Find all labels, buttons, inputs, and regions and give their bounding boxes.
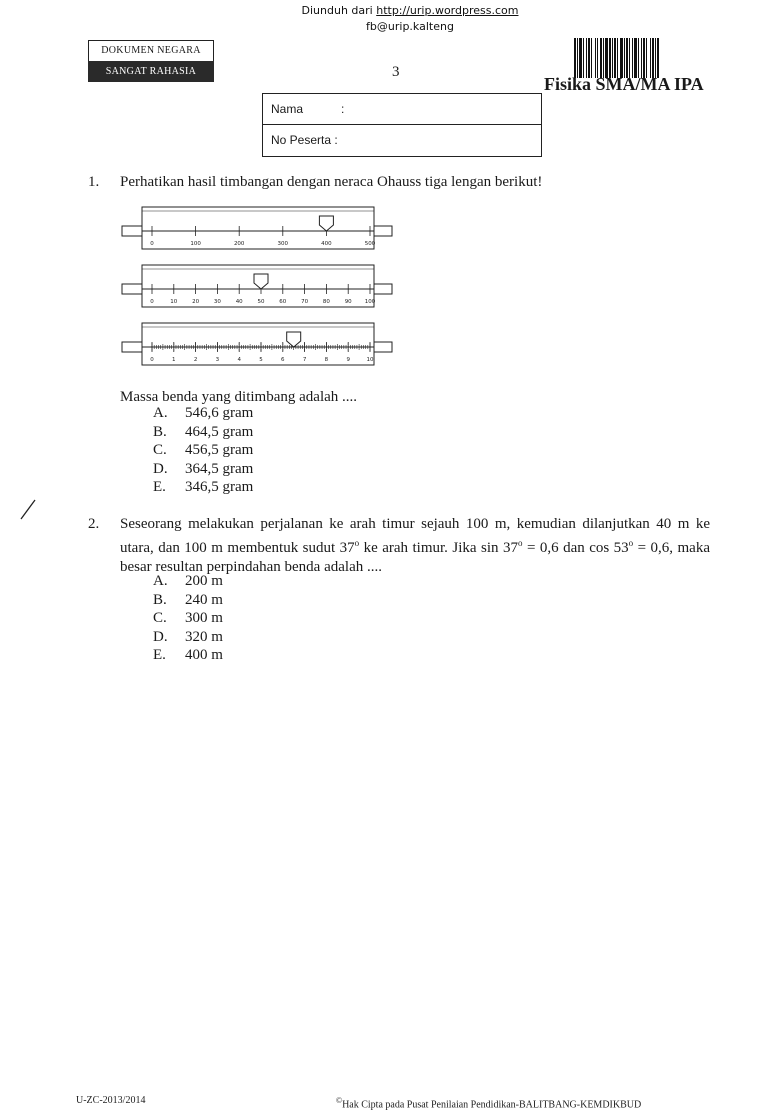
footer-copyright: ©Hak Cipta pada Pusat Penilaian Pendidikan-BALITBANG-KEMDIKBUD [336, 1096, 642, 1111]
beam-2-tick-label: 90 [344, 299, 352, 305]
option-d[interactable]: D. 320 m [153, 628, 223, 645]
beam-3-tick-label: 1 [172, 357, 176, 363]
option-c[interactable]: C. 300 m [153, 610, 223, 627]
name-colon: : [341, 102, 345, 116]
source-fb: fb@urip.kalteng [366, 20, 454, 33]
number-row [263, 124, 541, 155]
question-1-prompt: Massa benda yang ditimbang adalah .... [120, 389, 358, 405]
beam-3-tick-label: 4 [237, 357, 241, 363]
option-b[interactable]: B. 464,5 gram [153, 423, 254, 440]
beam-3-tick-label: 9 [346, 357, 350, 363]
question-1-number: 1. [88, 174, 100, 190]
question-1-text: Perhatikan hasil timbangan dengan neraca Ohauss tiga lengan berikut! [120, 174, 543, 190]
participant-box [262, 93, 542, 157]
beam-2-right-end [374, 284, 392, 294]
beam-1-frame [142, 207, 374, 249]
beam-2-tick-label: 10 [170, 299, 178, 305]
question-2-options [153, 572, 223, 665]
pen-slash-mark [18, 498, 38, 522]
option-e[interactable]: E. 400 m [153, 647, 223, 664]
beam-2-tick-label: 80 [322, 299, 330, 305]
beam-3-tick-label: 3 [215, 357, 220, 363]
beam-3-frame [142, 323, 374, 365]
name-label: Nama [271, 102, 304, 116]
option-e[interactable]: E. 346,5 gram [153, 479, 254, 496]
beam-3-left-end [122, 342, 142, 352]
question-2-number: 2. [88, 516, 100, 532]
beam-2-tick-label: 70 [301, 299, 309, 305]
beam-2-tick-label: 0 [150, 299, 154, 305]
subject-title: Fisika SMA/MA IPA [544, 74, 704, 94]
beam-3-tick-label: 5 [259, 357, 263, 363]
footer-code: U-ZC-2013/2014 [76, 1095, 146, 1106]
beam-3-tick-label: 7 [302, 357, 307, 363]
name-row [263, 94, 541, 124]
beam-3-tick-label: 0 [150, 357, 154, 363]
beam-1-tick-label: 400 [321, 241, 332, 247]
beam-2-tick-label: 20 [192, 299, 200, 305]
beam-3-right-end [374, 342, 392, 352]
ohauss-balance-diagram [118, 203, 402, 369]
beam-2-tick-label: 50 [257, 299, 265, 305]
option-d[interactable]: D. 364,5 gram [153, 460, 254, 477]
option-c[interactable]: C. 456,5 gram [153, 442, 254, 459]
doc-label: DOKUMEN NEGARA [88, 40, 214, 62]
beam-3-tick-label: 8 [324, 357, 329, 363]
option-a[interactable]: A. 200 m [153, 573, 223, 589]
beam-1-tick-label: 300 [277, 241, 289, 247]
page-number: 3 [392, 64, 400, 80]
question-1-options [153, 404, 253, 497]
beam-3-tick-label: 2 [193, 357, 198, 363]
beam-2-left-end [122, 284, 142, 294]
beam-3-tick-label: 6 [281, 357, 285, 363]
beam-3-tick-label: 10 [366, 357, 374, 363]
question-2-text: Seseorang melakukan perjalanan ke arah timur sejauh 100 m, kemudian dilanjutkan 40 m ke utara, dan 100 m membentuk sudut 37$^o$ ke arah timur. Jika $\sin 37^o = 0,6$ dan $\cos 53^o = 0,6$, maka besar resultan perpindahan benda adalah .... [120, 516, 710, 575]
beam-1-left-end [122, 226, 142, 236]
beam-1-tick-label: 0 [150, 241, 154, 247]
beam-2-tick-label: 30 [213, 299, 221, 305]
beam-2-tick-label: 60 [279, 299, 287, 305]
source-link[interactable]: http://urip.wordpress.com [376, 4, 519, 17]
beam-1-tick-label: 200 [233, 241, 245, 247]
beam-1-right-end [374, 226, 392, 236]
beam-2-tick-label: 40 [235, 299, 243, 305]
source-line: Diunduh dari http://urip.wordpress.com [301, 4, 519, 17]
option-a[interactable]: A. 546,6 gram [153, 405, 254, 421]
secret-label: SANGAT RAHASIA [88, 61, 214, 82]
beam-1-tick-label: 500 [364, 241, 376, 247]
barcode-icon [574, 38, 710, 78]
beam-2-tick-label: 100 [364, 299, 376, 305]
number-label: No Peserta : [271, 133, 338, 147]
beam-1-tick-label: 100 [190, 241, 201, 247]
option-b[interactable]: B. 240 m [153, 591, 223, 608]
